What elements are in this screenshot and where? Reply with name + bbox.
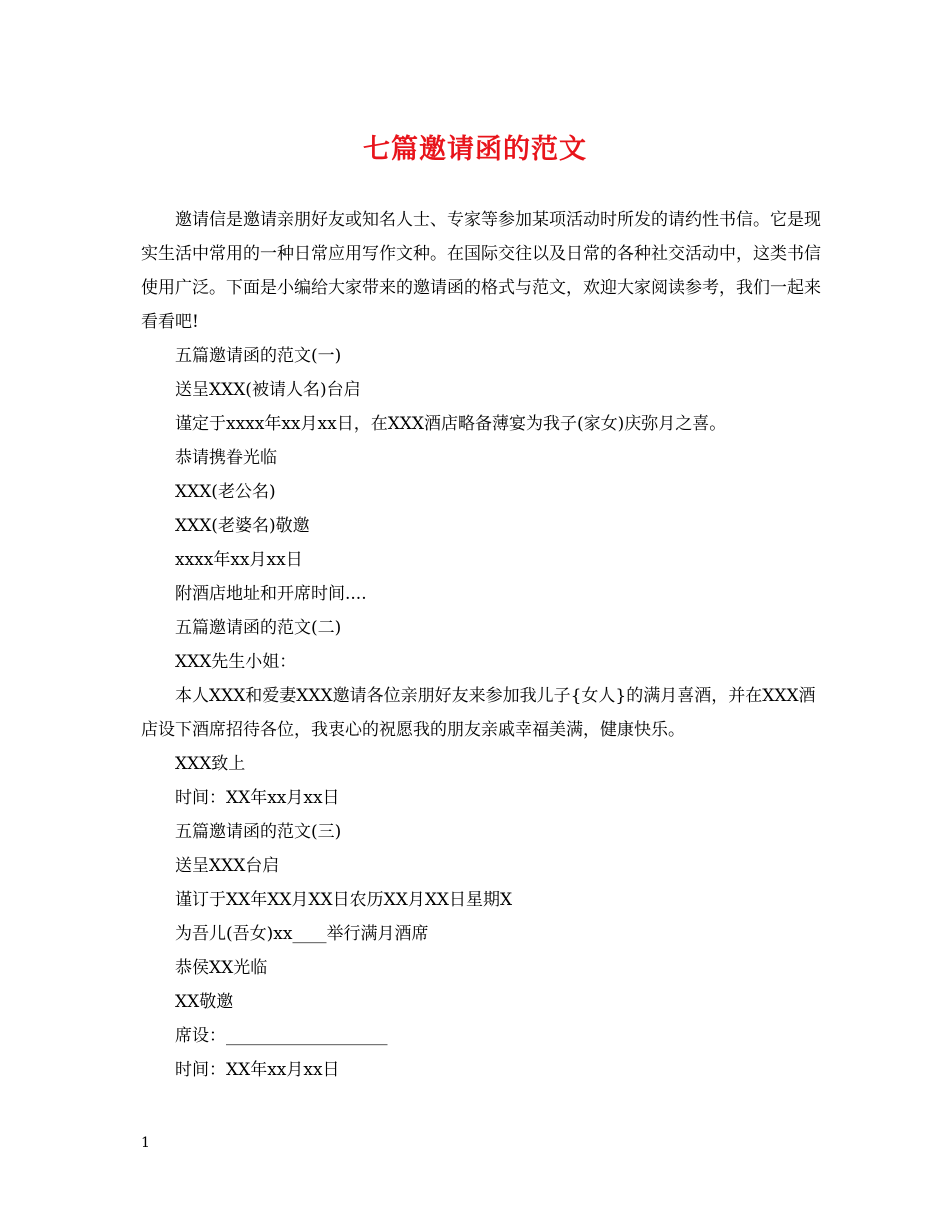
intro-paragraph: 邀请信是邀请亲朋好友或知名人士、专家等参加某项活动时所发的请约性书信。它是现实生活中常用的一种日常应用写作文种。在国际交往以及日常的各种社交活动中，这类书信使用广泛。下面是小编给大家带来的邀请函的格式与范文，欢迎大家阅读参考，我们一起来看看吧! bbox=[141, 210, 821, 332]
text-line: 五篇邀请函的范文(三) bbox=[175, 822, 342, 842]
text-line: XXX先生小姐： bbox=[175, 652, 297, 672]
text-line: 恭请携眷光临 bbox=[175, 448, 277, 468]
document-body bbox=[141, 203, 821, 1087]
text-line: XXX致上 bbox=[175, 754, 246, 774]
text-line: 为吾儿(吾女)xx____举行满月酒席 bbox=[175, 924, 429, 944]
text-line: 附酒店地址和开席时间.... bbox=[175, 584, 367, 604]
text-line: XX敬邀 bbox=[175, 992, 234, 1012]
text-line: 时间：XX年xx月xx日 bbox=[175, 1060, 340, 1080]
text-line: XXX(老婆名)敬邀 bbox=[175, 516, 310, 536]
text-line: xxxx年xx月xx日 bbox=[175, 550, 303, 570]
page-number: 1 bbox=[141, 1135, 150, 1151]
text-line: 席设：___________________ bbox=[175, 1026, 388, 1046]
text-line: 送呈XXX(被请人名)台启 bbox=[175, 380, 361, 400]
text-line: XXX(老公名) bbox=[175, 482, 276, 502]
text-line: 时间：XX年xx月xx日 bbox=[175, 788, 340, 808]
text-line: 送呈XXX台启 bbox=[175, 856, 280, 876]
invitation-paragraph: 本人XXX和爱妻XXX邀请各位亲朋好友来参加我儿子{女人}的满月喜酒，并在XXX酒店设下酒席招待各位，我衷心的祝愿我的朋友亲戚幸福美满，健康快乐。 bbox=[141, 686, 816, 740]
document-title: 七篇邀请函的范文 bbox=[363, 134, 587, 165]
text-line: 五篇邀请函的范文(二) bbox=[175, 618, 342, 638]
text-line: 五篇邀请函的范文(一) bbox=[175, 346, 342, 366]
text-line: 恭侯XX光临 bbox=[175, 958, 268, 978]
text-line: 谨定于xxxx年xx月xx日，在XXX酒店略备薄宴为我子(家女)庆弥月之喜。 bbox=[175, 414, 727, 434]
text-line: 谨订于XX年XX月XX日农历XX月XX日星期X bbox=[175, 890, 513, 910]
